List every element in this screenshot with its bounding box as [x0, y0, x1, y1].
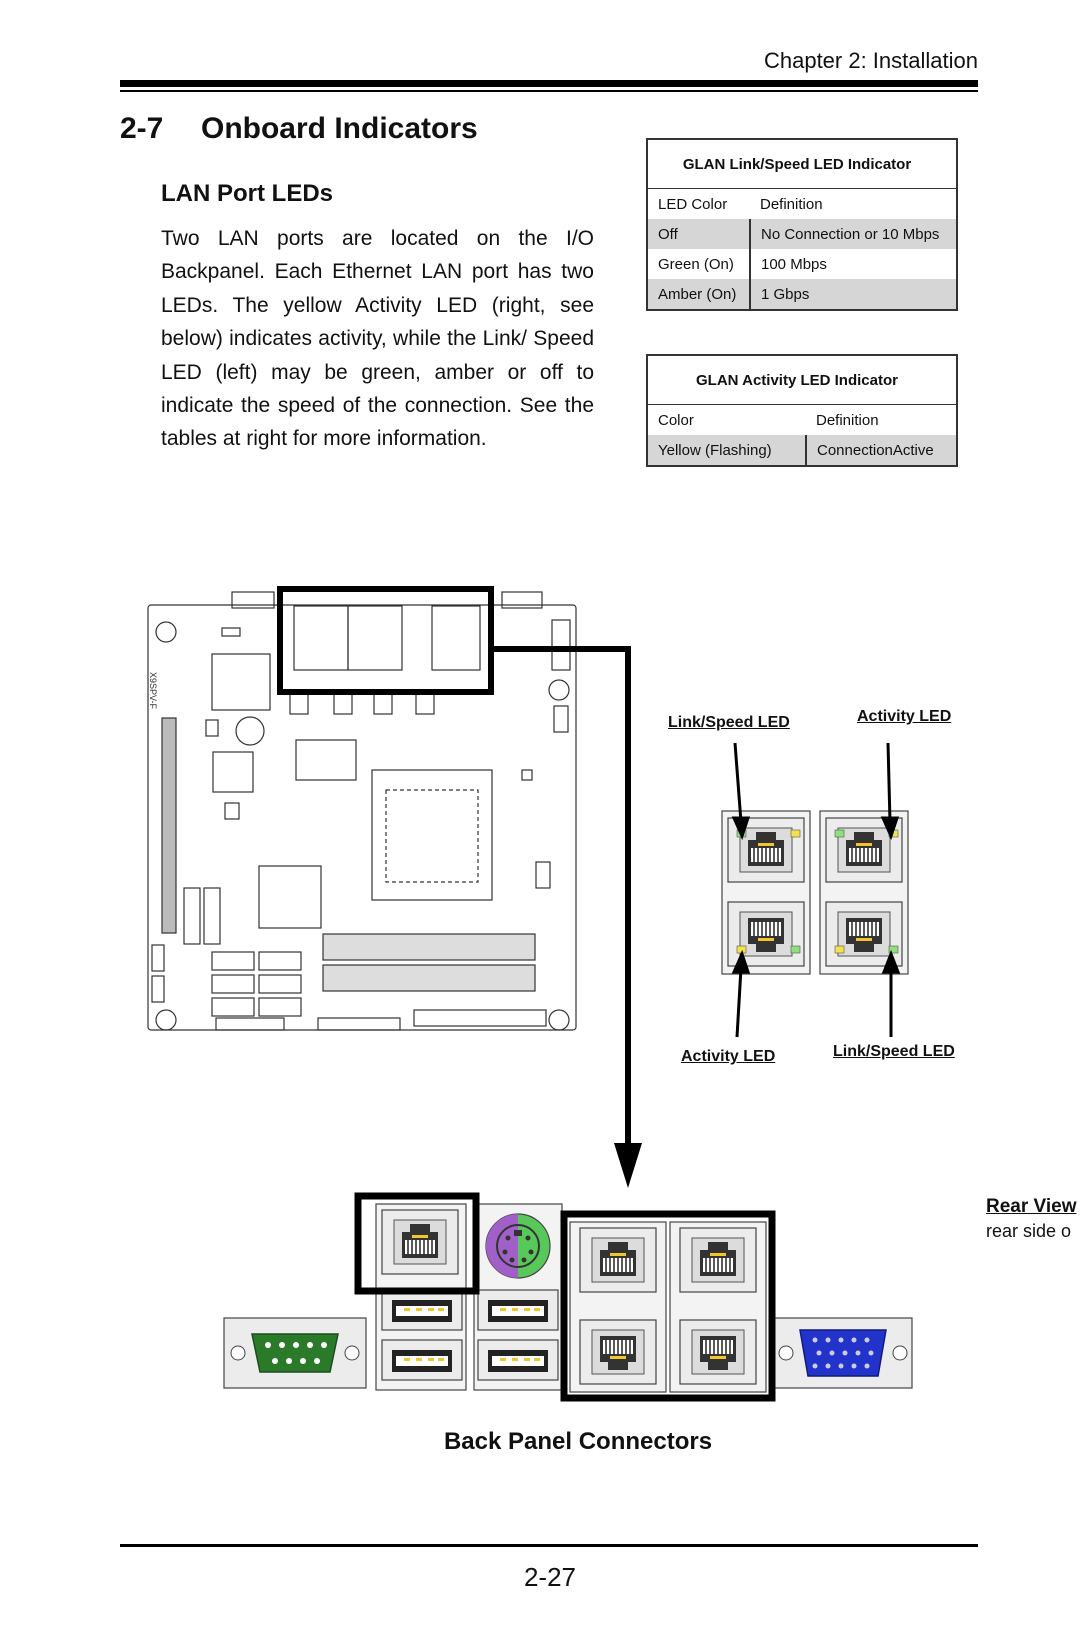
lan-location-arrow [491, 649, 642, 1188]
link-speed-led [791, 946, 800, 953]
table-cell: 1 Gbps [750, 279, 957, 310]
table-cell: Green (On) [647, 249, 750, 279]
section-title: Onboard Indicators [201, 112, 478, 145]
table-cell: ConnectionActive [806, 435, 957, 466]
label-link-speed-led: Link/Speed LED [833, 1043, 955, 1060]
table-cell: Yellow (Flashing) [647, 435, 806, 466]
table-cell: Amber (On) [647, 279, 750, 310]
back-panel-diagram [224, 1196, 912, 1398]
table-title: GLAN Link/Speed LED Indicator [647, 139, 957, 189]
motherboard-layout [148, 592, 576, 1030]
table-cell: 100 Mbps [761, 255, 827, 273]
table-header-cell: Color [658, 411, 694, 429]
label-activity-led: Activity LED [857, 708, 952, 725]
board-lan-ports [294, 606, 480, 670]
page-number: 2-27 [523, 1562, 577, 1592]
table-header-cell: Definition [760, 195, 823, 213]
footer-rule [120, 1544, 978, 1547]
back-panel-title: Back Panel Connectors [443, 1428, 713, 1455]
body-paragraph: Two LAN ports are located on the I/O Backpanel. Each Ethernet LAN port has two LEDs. The yellow Activity LED (right, see below) indicates activity, while the Link/ Speed LED (left) may be green, amber or off to indicate the speed of the connection. See the tables at right for more information. [161, 227, 594, 451]
table-cell: No Connection or 10 Mbps [750, 219, 957, 249]
table-header-cell: LED Color [658, 195, 728, 213]
activity-led [791, 830, 800, 837]
table-header-cell: Definition [816, 411, 879, 429]
lan-led-diagram [722, 743, 908, 1037]
subsection-title: LAN Port LEDs [161, 180, 334, 207]
section-number: 2-7 [120, 112, 164, 145]
rear-side-text: rear side o [986, 1221, 1072, 1241]
link-speed-led [835, 830, 844, 837]
label-activity-led: Activity LED [681, 1048, 776, 1065]
rear-view-label: Rear View [986, 1196, 1077, 1217]
board-silkscreen: X9SPV-F [148, 672, 158, 710]
table-cell: Off [647, 219, 750, 249]
chapter-header: Chapter 2: Installation [763, 48, 978, 73]
label-link-speed-led: Link/Speed LED [668, 714, 790, 731]
table-title: GLAN Activity LED Indicator [647, 355, 957, 405]
activity-led [835, 946, 844, 953]
